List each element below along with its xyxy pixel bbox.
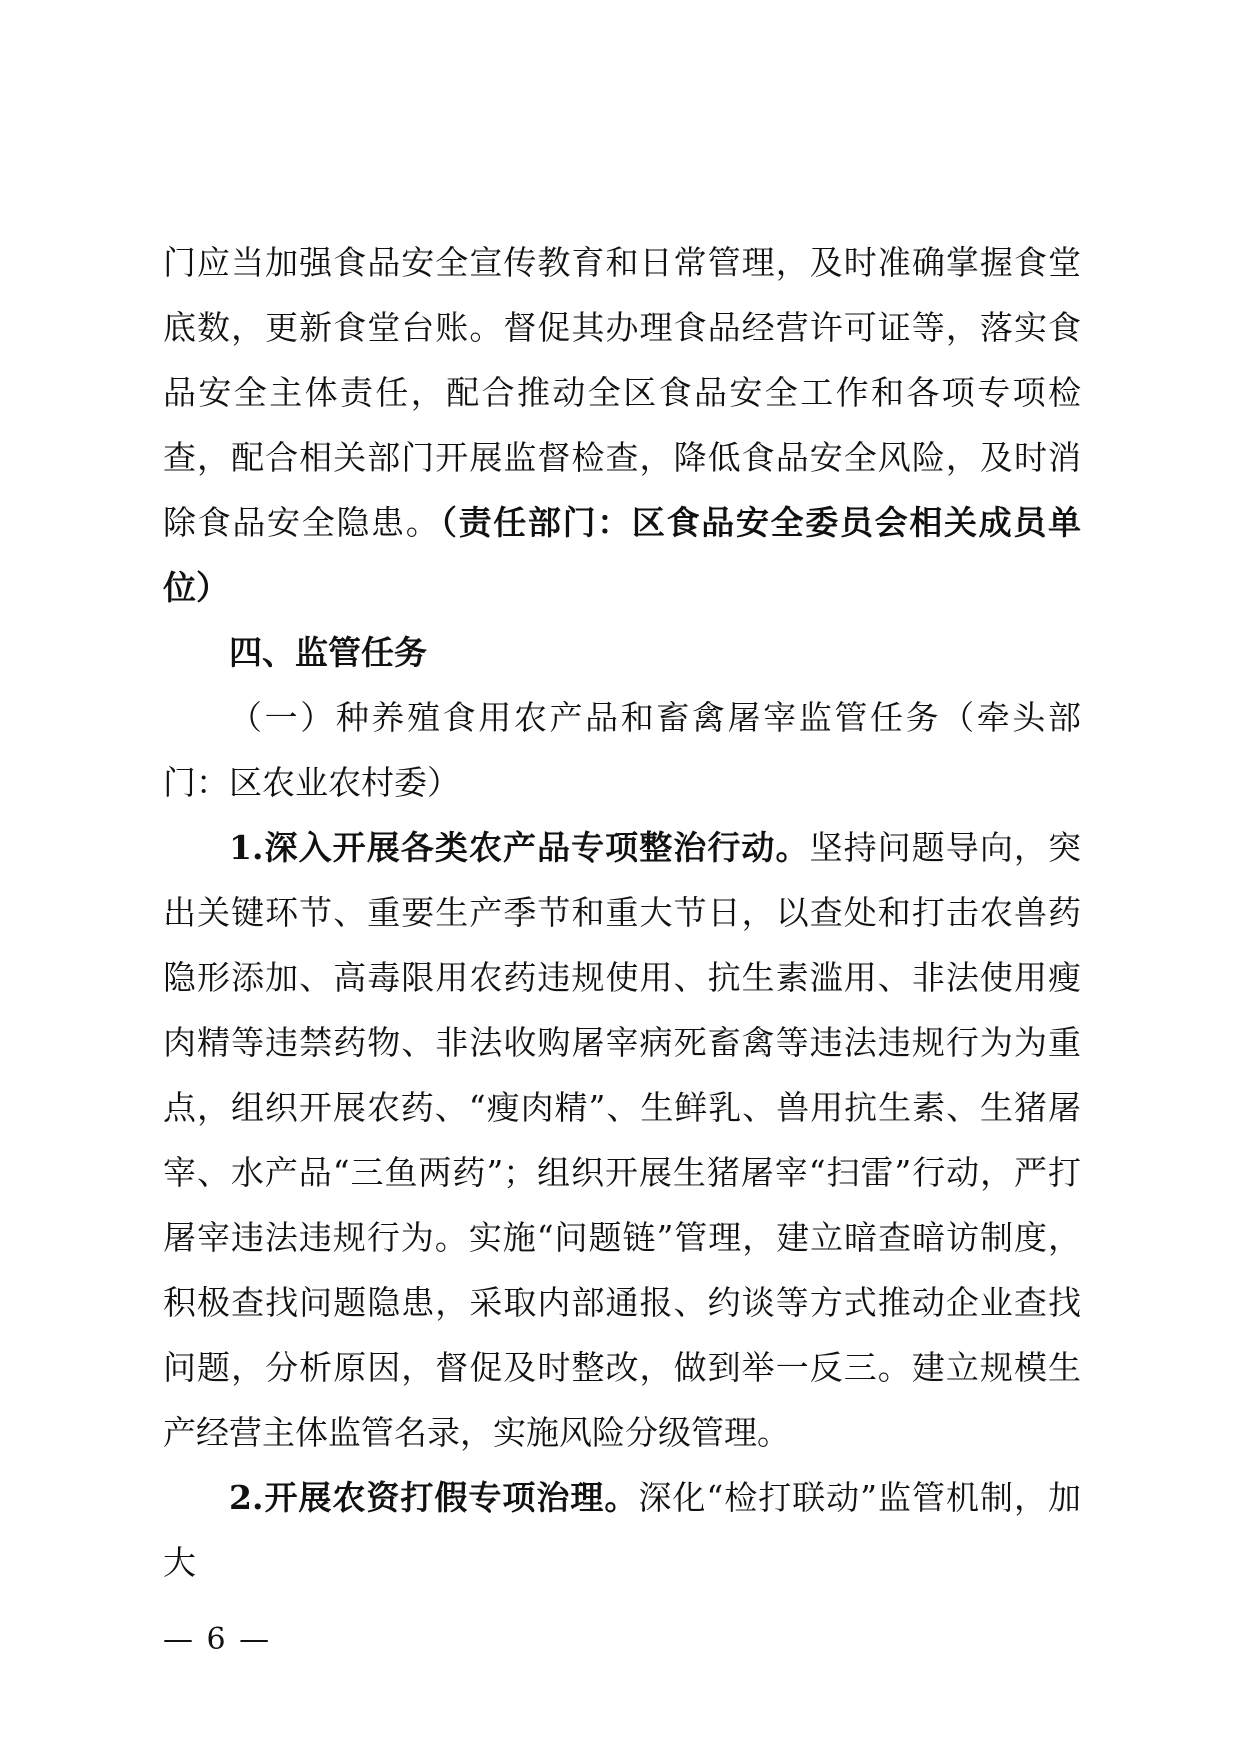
paragraph-text: 门应当加强食品安全宣传教育和日常管理，及时准确掌握食堂底数，更新食堂台账。督促其办理食品经营许可证等，落实食品安全主体责任，配合推动全区食品安全工作和各项专项检查，配合相关部门开展监督检查，降低食品安全风险，及时消除食品安全隐患。 (163, 243, 1081, 542)
subsection-heading-agriculture: （一）种养殖食用农产品和畜禽屠宰监管任务（牵头部门：区农业农村委） (163, 698, 1081, 802)
item-2-body: 深化“检打联动”监管机制，加大 (163, 1478, 1081, 1582)
paragraph-item-2 (163, 1465, 1081, 1595)
paragraph-canteen-management (163, 230, 1081, 620)
document-body (163, 230, 1081, 1595)
paragraph-item-1 (163, 815, 1081, 1465)
section-heading-supervision-tasks: 四、监管任务 (229, 633, 427, 672)
responsible-department-note: （责任部门：区食品安全委员会相关成员单位） (163, 503, 1082, 607)
item-1-title: 1.深入开展各类农产品专项整治行动。 (229, 828, 810, 867)
item-2-title: 2.开展农资打假专项治理。 (229, 1478, 639, 1517)
page-number: — 6 — (163, 1622, 272, 1657)
item-1-body: 坚持问题导向，突出关键环节、重要生产季节和重大节日，以查处和打击农兽药隐形添加、高毒限用农药违规使用、抗生素滥用、非法使用瘦肉精等违禁药物、非法收购屠宰病死畜禽等违法违规行为为重点，组织开展农药、“瘦肉精”、生鲜乳、兽用抗生素、生猪屠宰、水产品“三鱼两药”；组织开展生猪屠宰“扫雷”行动，严打屠宰违法违规行为。实施“问题链”管理，建立暗查暗访制度，积极查找问题隐患，采取内部通报、约谈等方式推动企业查找问题，分析原因，督促及时整改，做到举一反三。建立规模生产经营主体监管名录，实施风险分级管理。 (163, 828, 1081, 1452)
